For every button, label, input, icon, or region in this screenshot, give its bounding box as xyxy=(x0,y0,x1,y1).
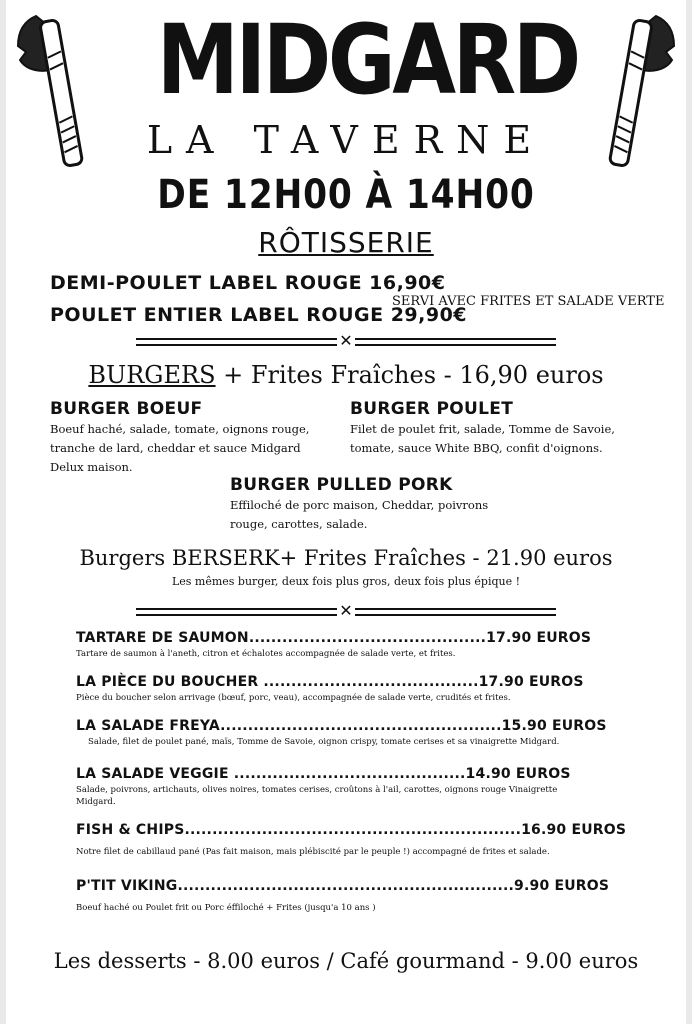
burger-desc-line: Delux maison. xyxy=(50,460,133,474)
desserts-footer: Les desserts - 8.00 euros / Café gourmand - 9.00 euros xyxy=(53,949,639,973)
menu-item-title: LA PIÈCE DU BOUCHER .......................................17.90 EUROS xyxy=(76,674,584,690)
menu-item xyxy=(76,876,609,914)
burger-name: BURGER POULET xyxy=(350,399,514,419)
restaurant-subtitle: LA TAVERNE xyxy=(146,118,546,162)
burger-desc-line: tomate, sauce White BBQ, confit d'oignons. xyxy=(350,441,603,455)
menu-item-desc: Salade, filet de poulet pané, maïs, Tomme de Savoie, oignon crispy, tomate cerises et sa vinaigrette Midgard. xyxy=(88,737,560,747)
berserk-heading: Burgers BERSERK+ Frites Fraîches - 21.90 euros xyxy=(79,546,613,570)
burger-desc-line: Boeuf haché, salade, tomate, oignons rouge, xyxy=(50,422,310,436)
menu-item xyxy=(76,628,591,660)
berserk-subtitle: Les mêmes burger, deux fois plus gros, deux fois plus épique ! xyxy=(171,575,521,588)
menu-page xyxy=(6,0,686,1024)
burger-name: BURGER PULLED PORK xyxy=(230,475,453,495)
menu-item-desc: Notre filet de cabillaud pané (Pas fait maison, mais plébiscité par le peuple !) accompagné de frites et salade. xyxy=(76,847,550,857)
burgers-heading-label: BURGERS xyxy=(88,361,216,389)
menu-item-desc: Midgard. xyxy=(76,797,116,807)
burger-card xyxy=(50,398,320,477)
burger-desc-line: rouge, carottes, salade. xyxy=(230,517,368,531)
rotisserie-item: POULET ENTIER LABEL ROUGE 29,90€ xyxy=(50,304,468,326)
viking-axe-icon xyxy=(16,12,94,172)
section-divider xyxy=(136,331,556,350)
menu-item xyxy=(76,672,584,704)
burger-card xyxy=(230,474,530,534)
burger-desc-line: Effiloché de porc maison, Cheddar, poivrons xyxy=(230,498,489,512)
menu-item-desc: Boeuf haché ou Poulet frit ou Porc éffiloché + Frites (jusqu'a 10 ans ) xyxy=(76,903,376,913)
burgers-heading-price: + Frites Fraîches - 16,90 euros xyxy=(215,361,604,389)
menu-item-title: LA SALADE VEGGIE ..........................................14.90 EUROS xyxy=(76,766,571,782)
restaurant-title: MIDGARD xyxy=(156,4,578,116)
burger-desc-line: Filet de poulet frit, salade, Tomme de Savoie, xyxy=(350,422,615,436)
menu-item-desc: Tartare de saumon à l'aneth, citron et échalotes accompagnée de salade verte, et frites. xyxy=(76,649,456,659)
menu-item-title: TARTARE DE SAUMON...........................................17.90 EUROS xyxy=(76,630,592,646)
burgers-heading xyxy=(6,360,686,390)
burger-card xyxy=(350,398,650,458)
menu-item-title: LA SALADE FREYA...................................................15.90 EUROS xyxy=(76,718,607,734)
rotisserie-item: DEMI-POULET LABEL ROUGE 16,90€ xyxy=(50,272,446,294)
burger-desc-line: tranche de lard, cheddar et sauce Midgard xyxy=(50,441,301,455)
menu-item-desc: Pièce du boucher selon arrivage (bœuf, porc, veau), accompagnée de salade verte, crudités et frites. xyxy=(76,693,511,703)
served-with-note: SERVI AVEC FRITES ET SALADE VERTE xyxy=(392,294,665,309)
opening-hours: DE 12H00 À 14H00 xyxy=(157,172,535,218)
section-divider xyxy=(136,601,556,620)
rotisserie-heading: RÔTISSERIE xyxy=(258,226,434,259)
menu-item-title: P'TIT VIKING.............................................................9.90 EUROS xyxy=(76,878,610,894)
menu-item xyxy=(76,716,607,748)
menu-item-title: FISH & CHIPS.............................................................16.90 EUROS xyxy=(76,822,627,838)
cross-knot-icon: ✕ xyxy=(337,602,355,620)
menu-item xyxy=(76,764,571,808)
menu-item xyxy=(76,820,626,858)
burger-name: BURGER BOEUF xyxy=(50,399,203,419)
cross-knot-icon: ✕ xyxy=(337,332,355,350)
viking-axe-icon xyxy=(598,12,676,172)
menu-item-desc: Salade, poivrons, artichauts, olives noires, tomates cerises, croûtons à l'ail, carottes, oignons rouge Vinaigrette xyxy=(76,785,558,795)
